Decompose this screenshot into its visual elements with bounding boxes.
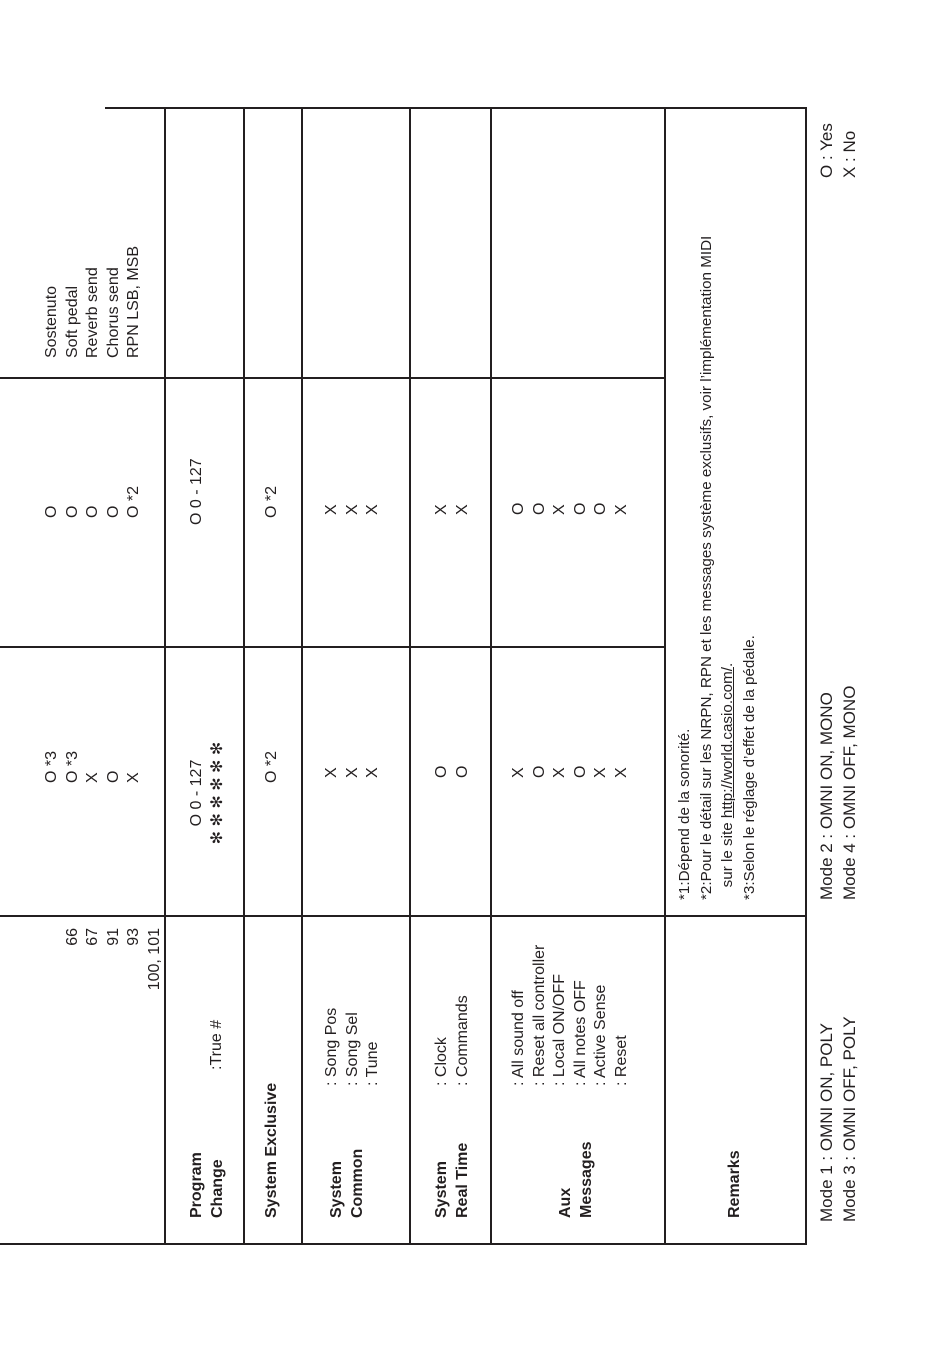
program-change-recognized: O 0 - 127 ✻ ✻ ✻ ✻ ✻ ✻	[188, 741, 226, 845]
row-divider	[301, 107, 303, 1245]
true-number-label: :True #	[208, 1019, 225, 1070]
controller-number: 100, 101	[145, 928, 163, 991]
table-right-border	[105, 107, 807, 109]
column-divider	[0, 378, 664, 380]
aux-messages-recognized: X O X O X X	[510, 765, 630, 778]
remarks-text: *1:Dépend de la sonorité. *2:Pour le détail sur les NRPN, RPN et les messages système exclusifs, voir l’implémentation MIDI sur le site http://world.casio.com/. *3:Selon le réglage d’effet de la pédale.	[676, 235, 758, 900]
remark-2: *2:Pour le détail sur les NRPN, RPN et les messages système exclusifs, voir l’implémentation MIDI	[697, 235, 715, 900]
controller-name: Soft pedal	[63, 285, 81, 358]
aux-messages-transmitted: O O X O O X	[510, 502, 630, 515]
value: X	[125, 772, 142, 783]
system-common-recognized: X X X	[323, 767, 381, 778]
value: O	[104, 770, 122, 783]
aux-messages-label: Aux Messages	[557, 1141, 595, 1218]
system-realtime-items: : Clock : Commands	[433, 995, 471, 1086]
table-left-border	[0, 1243, 807, 1245]
controller-number: 66	[63, 928, 81, 946]
controller-name: RPN LSB, MSB	[125, 245, 142, 358]
remarks-label: Remarks	[726, 1150, 743, 1218]
value: O	[63, 505, 81, 518]
row-divider	[490, 107, 492, 1245]
value: O *2	[125, 485, 142, 518]
system-exclusive-recognized: O *2	[263, 750, 280, 783]
transmitted-values	[42, 486, 145, 518]
value: O *3	[43, 750, 60, 783]
controller-names	[42, 246, 145, 358]
value: O	[84, 505, 101, 518]
column-divider	[0, 916, 805, 918]
table-bottom-border	[805, 107, 807, 1244]
system-common-transmitted: X X X	[323, 504, 381, 515]
value: O	[43, 505, 60, 518]
controller-number: 91	[104, 928, 122, 946]
system-exclusive-transmitted: O *2	[263, 485, 280, 518]
system-exclusive-label: System Exclusive	[263, 1082, 280, 1218]
remark-1: *1:Dépend de la sonorité.	[676, 728, 693, 900]
mode-legend-right: Mode 2 : OMNI ON, MONO Mode 4 : OMNI OFF, MONO	[817, 685, 859, 900]
value: O *3	[63, 750, 81, 783]
controller-number: 93	[125, 928, 142, 946]
row-divider	[664, 107, 666, 1245]
mode-legend-left: Mode 1 : OMNI ON, POLY Mode 3 : OMNI OFF, POLY	[817, 1016, 859, 1222]
remark-2-cont: sur le site	[719, 818, 736, 888]
controller-name: Sostenuto	[43, 285, 60, 358]
row-divider	[243, 107, 245, 1245]
system-realtime-recognized: O O	[433, 765, 471, 778]
casio-website-link[interactable]: http://world.casio.com/	[719, 667, 736, 819]
controller-number: 67	[84, 928, 101, 946]
program-change-label: Program Change	[188, 1152, 226, 1218]
row-divider	[409, 107, 411, 1245]
aux-messages-items: : All sound off : Reset all controller : Local ON/OFF : All notes OFF : Active Sense : Reset	[510, 944, 630, 1086]
controller-name: Reverb send	[84, 267, 101, 358]
program-change-transmitted: O 0 - 127	[188, 458, 205, 525]
system-common-label: System Common	[328, 1148, 366, 1218]
system-realtime-label: System Real Time	[433, 1142, 471, 1218]
value: X	[84, 772, 101, 783]
controller-name: Chorus send	[104, 267, 122, 358]
controller-numbers	[42, 928, 165, 1098]
system-realtime-transmitted: X X	[433, 504, 471, 515]
yes-no-legend: O : Yes X : No	[817, 123, 859, 178]
value: O	[104, 505, 122, 518]
system-common-items: : Song Pos : Song Sel : Tune	[323, 1007, 381, 1086]
column-divider	[0, 647, 664, 649]
recognized-values	[42, 751, 145, 783]
remark-3: *3:Selon le réglage d’effet de la pédale.	[740, 635, 758, 900]
